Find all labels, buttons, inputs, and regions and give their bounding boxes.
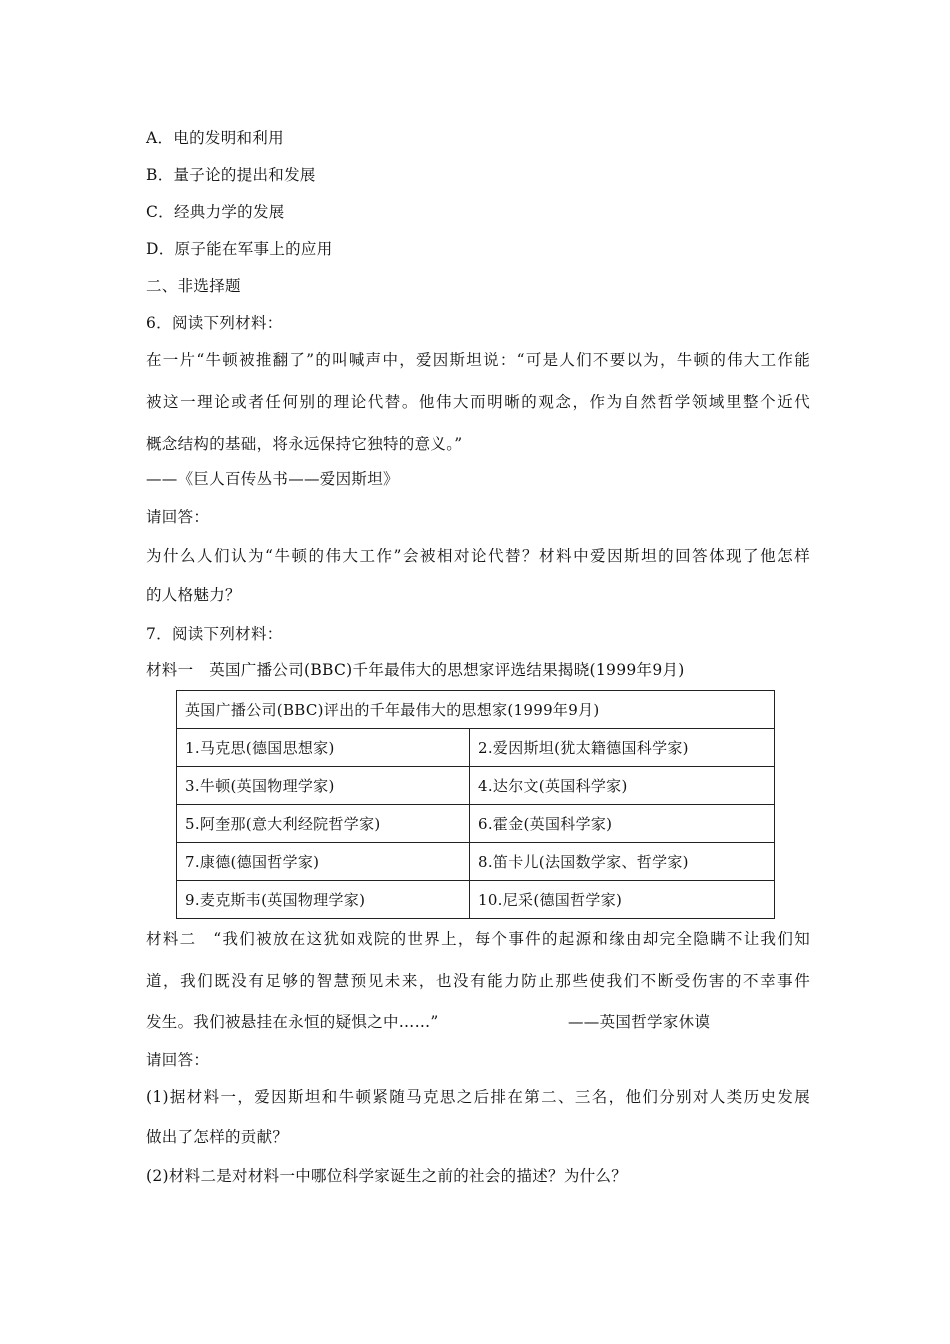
option-letter: B． — [146, 166, 174, 184]
table-row — [177, 805, 775, 843]
q7-material2-line-3-row — [146, 1012, 439, 1032]
q6-answer-prompt: 请回答： — [146, 508, 210, 526]
table-cell: 3.牛顿(英国物理学家) — [177, 767, 470, 805]
table-header-row — [177, 691, 775, 729]
q6-source: ——《巨人百传丛书——爱因斯坦》 — [146, 470, 399, 488]
section-heading: 二、非选择题 — [146, 277, 241, 295]
table-cell: 5.阿奎那(意大利经院哲学家) — [177, 805, 470, 843]
q6-stem: 6．阅读下列材料： — [146, 314, 283, 332]
table-cell: 1.马克思(德国思想家) — [177, 729, 470, 767]
q7-material2-line-3: 发生。我们被悬挂在永恒的疑惧之中……” — [146, 1013, 439, 1031]
option-d — [146, 239, 333, 259]
q7-sub1-line-1: (1)据材料一，爱因斯坦和牛顿紧随马克思之后排在第二、三名，他们分别对人类历史发展 — [146, 1088, 810, 1106]
table-cell: 6.霍金(英国科学家) — [470, 805, 775, 843]
option-b — [146, 165, 316, 185]
thinkers-table — [176, 690, 775, 919]
option-text: 量子论的提出和发展 — [173, 166, 316, 184]
q7-material2-source: ——英国哲学家休谟 — [568, 1013, 711, 1031]
q7-material2-line-1: 材料二 “我们被放在这犹如戏院的世界上，每个事件的起源和缘由却完全隐瞒不让我们知 — [146, 930, 810, 948]
table-row — [177, 729, 775, 767]
option-letter: C． — [146, 203, 174, 221]
option-letter: A． — [146, 129, 174, 147]
q6-question-line-2: 的人格魅力？ — [146, 586, 241, 604]
option-a — [146, 128, 284, 148]
q6-material-line-2: 被这一理论或者任何别的理论代替。他伟大而明晰的观念，作为自然哲学领域里整个近代 — [146, 393, 810, 411]
q7-sub1-line-2: 做出了怎样的贡献？ — [146, 1128, 289, 1146]
table-cell: 4.达尔文(英国科学家) — [470, 767, 775, 805]
table-cell: 2.爱因斯坦(犹太籍德国科学家) — [470, 729, 775, 767]
q6-material-line-3: 概念结构的基础，将永远保持它独特的意义。” — [146, 435, 463, 453]
q7-material2-line-2: 道，我们既没有足够的智慧预见未来，也没有能力防止那些使我们不断受伤害的不幸事件 — [146, 972, 810, 990]
table-cell: 9.麦克斯韦(英国物理学家) — [177, 881, 470, 919]
q7-answer-prompt: 请回答： — [146, 1051, 210, 1069]
option-text: 原子能在军事上的应用 — [174, 240, 333, 258]
table-row — [177, 843, 775, 881]
q7-material1-title: 材料一 英国广播公司(BBC)千年最伟大的思想家评选结果揭晓(1999年9月) — [146, 661, 685, 679]
table-row — [177, 767, 775, 805]
q6-question-line-1: 为什么人们认为“牛顿的伟大工作”会被相对论代替？材料中爱因斯坦的回答体现了他怎样 — [146, 547, 810, 565]
option-c — [146, 202, 285, 222]
table-header: 英国广播公司(BBC)评出的千年最伟大的思想家(1999年9月) — [177, 691, 775, 729]
option-text: 经典力学的发展 — [173, 203, 285, 221]
table-row — [177, 881, 775, 919]
q7-stem: 7．阅读下列材料： — [146, 625, 283, 643]
option-letter: D． — [146, 240, 175, 258]
option-text: 电的发明和利用 — [173, 129, 284, 147]
q7-sub2: (2)材料二是对材料一中哪位科学家诞生之前的社会的描述？为什么？ — [146, 1167, 628, 1185]
q6-material-line-1: 在一片“牛顿被推翻了”的叫喊声中，爱因斯坦说：“可是人们不要以为，牛顿的伟大工作能 — [146, 351, 810, 369]
table-cell: 8.笛卡儿(法国数学家、哲学家) — [470, 843, 775, 881]
table-cell: 7.康德(德国哲学家) — [177, 843, 470, 881]
table-cell: 10.尼采(德国哲学家) — [470, 881, 775, 919]
